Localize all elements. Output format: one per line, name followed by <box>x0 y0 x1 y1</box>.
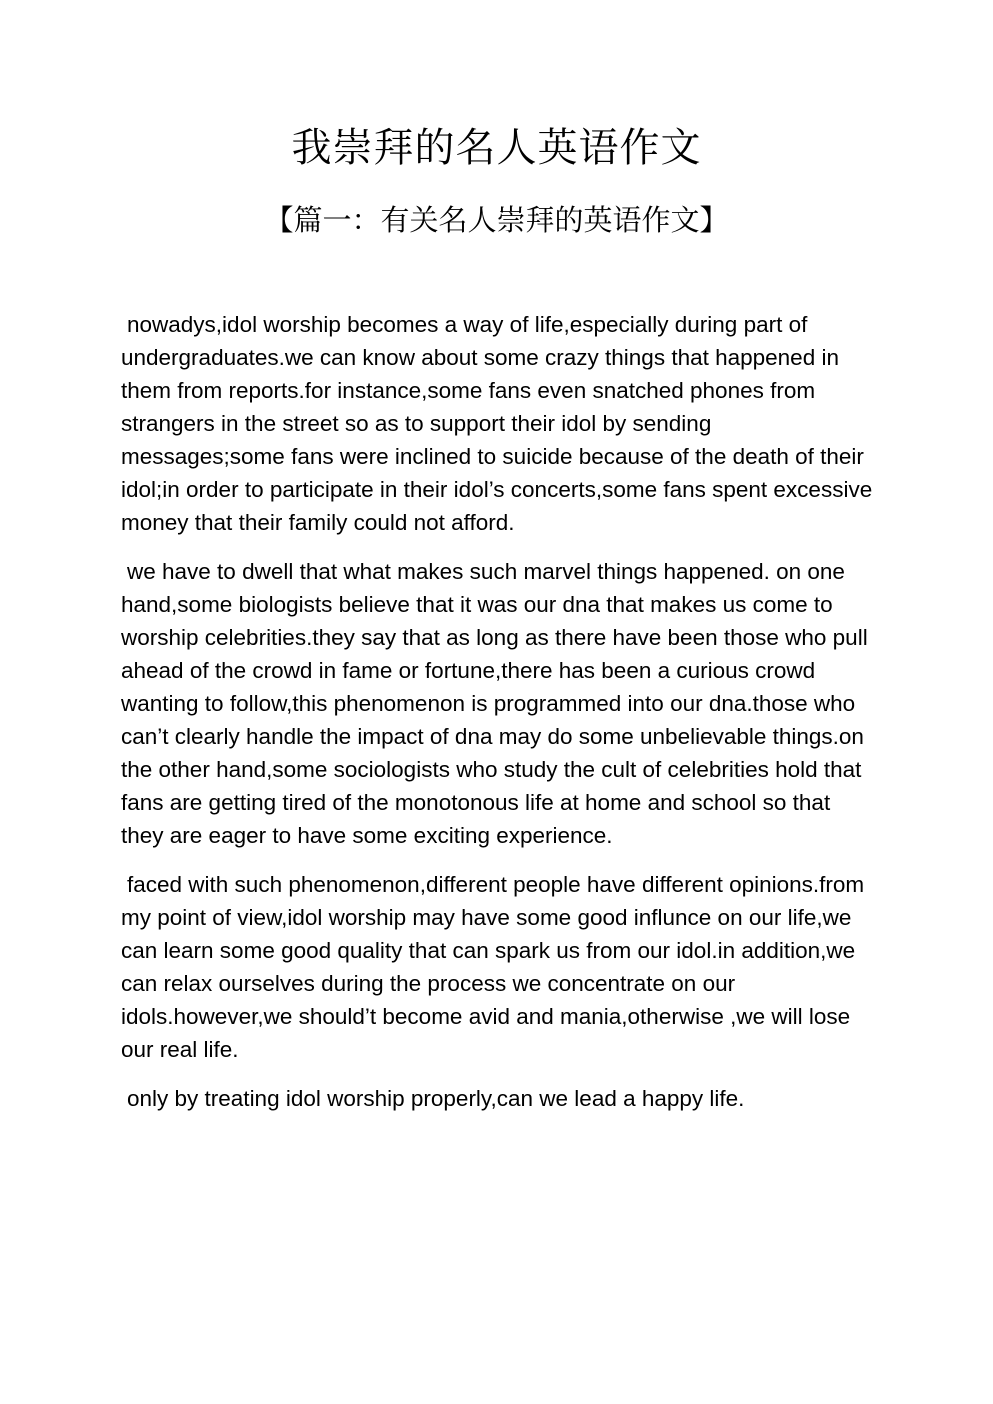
paragraph: faced with such phenomenon,different people have different opinions.from my point of view,idol worship may have some good influnce on our life,we can learn some good quality that can spark us from our idol.in addition,we can relax ourselves during the process we concentrate on our idols.however,we should’t become avid and mania,otherwise ,we will lose our real life. <box>121 872 865 1062</box>
paragraph: we have to dwell that what makes such marvel things happened. on one hand,some biologists believe that it was our dna that makes us come to worship celebrities.they say that as long as there have been those who pull ahead of the crowd in fame or fortune,there has been a curious crowd wanting to follow,this phenomenon is programmed into our dna.those who can’t clearly handle the impact of dna may do some unbelievable things.on the other hand,some sociologists who study the cult of celebrities hold that fans are getting tired of the monotonous life at home and school so that they are eager to have some exciting experience. <box>121 559 868 848</box>
document-body <box>121 308 873 1131</box>
document-title: 我崇拜的名人英语作文 <box>291 125 702 171</box>
document-subtitle: 【篇一：有关名人崇拜的英语作文】 <box>264 203 729 237</box>
paragraph: only by treating idol worship properly,can we lead a happy life. <box>127 1086 745 1111</box>
paragraph: nowadys,idol worship becomes a way of life,especially during part of undergraduates.we can know about some crazy things that happened in them from reports.for instance,some fans even snatched phones from strangers in the street so as to support their idol by sending messages;some fans were inclined to suicide because of the death of their idol;in order to participate in their idol’s concerts,some fans spent excessive money that their family could not afford. <box>121 312 873 535</box>
